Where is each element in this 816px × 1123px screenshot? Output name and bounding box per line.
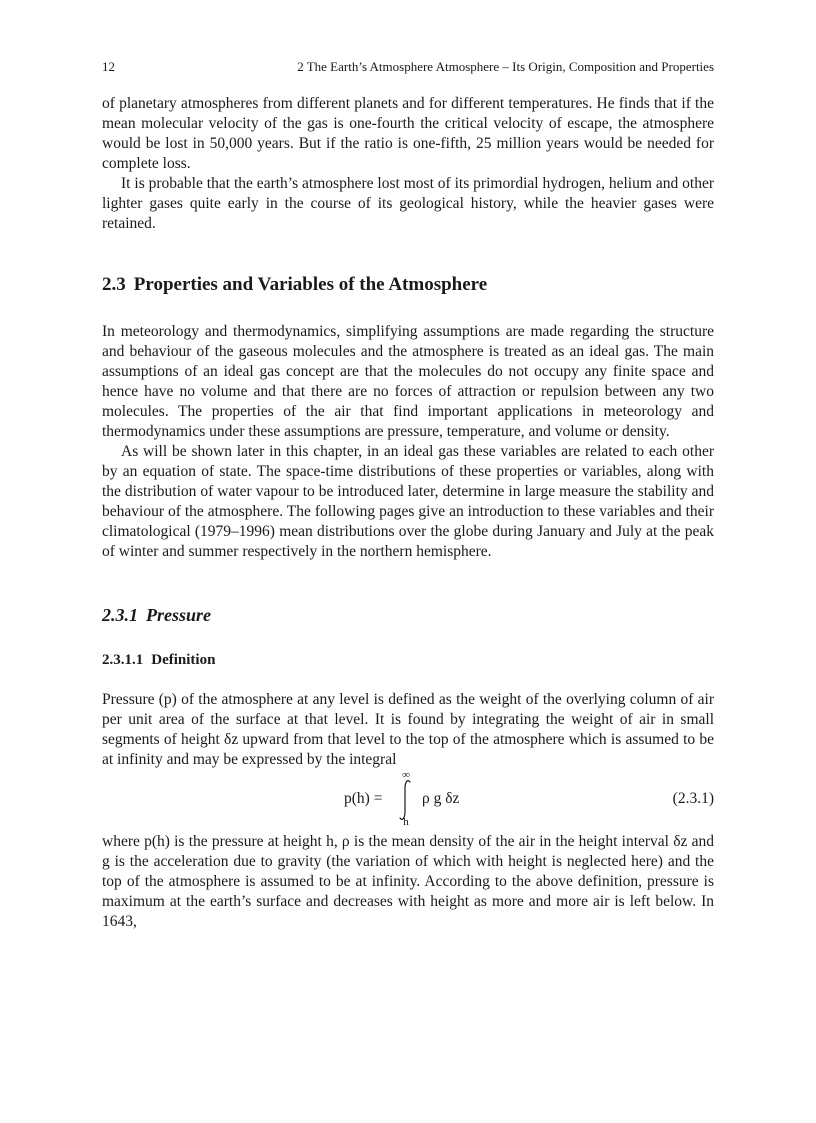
paragraph-equation-of-state: As will be shown later in this chapter, in an ideal gas these variables are related to each other by an equation of state. The space-time distributions of these properties or variables, along with the distribution of water vapour to be introduced later, determine in large measure the stability and behaviour of the atmosphere. The following pages give an introduction to these variables and their climatological (1979–1996) mean distributions over the globe during January and July at the peak of winter and summer respectively in the northern hemisphere.	[102, 443, 714, 560]
subsection-number: 2.3.1	[102, 605, 138, 625]
section-title: Properties and Variables of the Atmosphere	[133, 274, 488, 295]
paragraph-ideal-gas: In meteorology and thermodynamics, simplifying assumptions are made regarding the structure and behaviour of the gaseous molecules and the atmosphere is treated as an ideal gas. The main assumptions of an ideal gas concept are that the molecules do not occupy any finite space and hence have no volume and that there are no forces of attraction or repulsion between any two molecules. The properties of the air that find important applications in meteorology and thermodynamics under these assumptions are pressure, temperature, and volume or density.	[102, 323, 714, 440]
paragraph-pressure-definition: Pressure (p) of the atmosphere at any level is defined as the weight of the overlying column of air per unit area of the surface at that level. It is found by integrating the weight of air in small segments of height δz upward from that level to the top of the atmosphere which is assumed to be at infinity and may be expressed by the integral	[102, 691, 714, 768]
paragraph-primordial-gases: It is probable that the earth’s atmosphere lost most of its primordial hydrogen, helium and other lighter gases quite early in the course of its geological history, while the heavier gases were retained.	[102, 175, 714, 232]
page-number: 12	[102, 59, 115, 74]
equation-lhs: p(h) =	[344, 790, 383, 807]
subsection-heading-2-3-1	[102, 603, 714, 627]
running-header	[102, 56, 714, 78]
paragraph-pressure-explanation: where p(h) is the pressure at height h, ρ is the mean density of the air in the height interval δz and g is the acceleration due to gravity (the variation of which with height is neglected here) and the top of the atmosphere is assumed to be at infinity. According to the above definition, pressure is maximum at the earth’s surface and decreases with height as more and more air is left below. In 1643,	[102, 833, 714, 930]
running-title: 2 The Earth’s Atmosphere Atmosphere – Its Origin, Composition and Properties	[297, 59, 714, 74]
integral-lower-limit: h	[403, 816, 409, 828]
integral-sign	[394, 769, 416, 828]
subsubsection-number: 2.3.1.1	[102, 652, 144, 668]
equation-number: (2.3.1)	[672, 790, 714, 807]
section-heading-2-3	[102, 273, 714, 297]
page	[102, 56, 714, 932]
section-number: 2.3	[102, 274, 126, 295]
integral-upper-limit: ∞	[402, 769, 410, 781]
equation-integrand: ρ g δz	[422, 790, 460, 807]
equation-body	[344, 770, 544, 828]
subsubsection-title: Definition	[151, 652, 216, 668]
subsubsection-heading-2-3-1-1	[102, 650, 714, 670]
equation-2-3-1	[102, 770, 714, 828]
paragraph-escape-velocity: of planetary atmospheres from different planets and for different temperatures. He finds that if the mean molecular velocity of the gas is one-fourth the critical velocity of escape, the atmosphere would be lost in 50,000 years. But if the ratio is one-fifth, 25 million years would be needed for complete loss.	[102, 95, 714, 172]
subsection-title: Pressure	[146, 605, 212, 625]
